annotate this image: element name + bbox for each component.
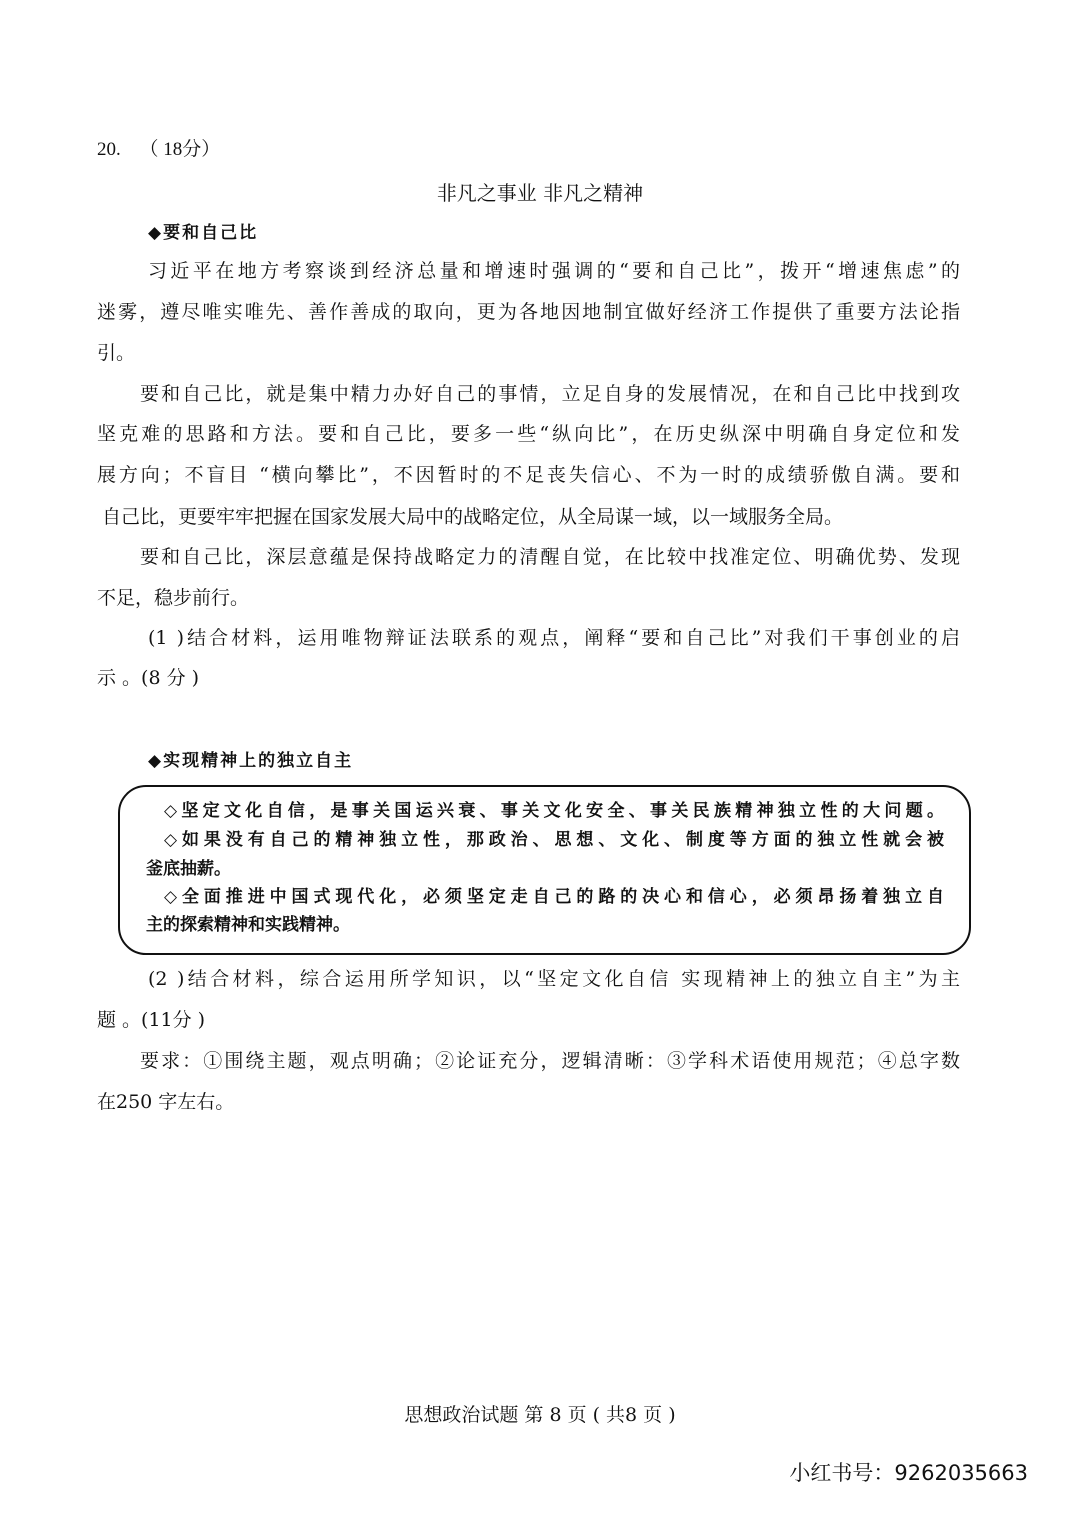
section-heading-independence: ◆实现精神上的独立自主 <box>148 751 354 771</box>
para1-line1: 习近平在地方考察谈到经济总量和增速时强调的“要和自己比”，拨开“增速焦虑”的 <box>148 260 960 282</box>
question1-line2: 示 。(8 分 ) <box>97 667 200 689</box>
para1-line2: 迷雾，遵尽唯实唯先、善作善成的取向，更为各地因地制宜做好经济工作提供了重要方法论指 <box>97 301 960 323</box>
question2-line2: 题 。(11分 ) <box>97 1009 206 1031</box>
para1-line3: 引。 <box>97 342 136 364</box>
box-line4: ◇全面推进中国式现代化，必须坚定走自己的路的决心和信心，必须昂扬着独立自 <box>164 887 944 907</box>
section-heading-compare-self: ◆要和自己比 <box>148 223 259 243</box>
box-line1: ◇坚定文化自信，是事关国运兴衰、事关文化安全、事关民族精神独立性的大问题。 <box>164 801 944 821</box>
watermark: 小红书号：9262035663 <box>789 1461 1028 1485</box>
page-footer: 思想政治试题 第 8 页 ( 共8 页 ) <box>404 1404 676 1426</box>
box-line5: 主的探索精神和实践精神。 <box>146 915 350 935</box>
para2-line2: 坚克难的思路和方法。要和自己比，要多一些“纵向比”，在历史纵深中明确自身定位和发 <box>97 423 960 445</box>
page-title: 非凡之事业 非凡之精神 <box>436 181 644 205</box>
question-number-label: 20. <box>97 139 121 160</box>
para3-line2: 不足，稳步前行。 <box>97 587 250 609</box>
question1-line1: (1 )结合材料，运用唯物辩证法联系的观点，阐释“要和自己比”对我们干事创业的启 <box>148 627 960 649</box>
question-number <box>97 137 220 163</box>
para2-line4: 自己比，更要牢牢把握在国家发展大局中的战略定位，从全局谋一域，以一域服务全局。 <box>102 506 844 528</box>
box-line2: ◇如果没有自己的精神独立性，那政治、思想、文化、制度等方面的独立性就会被 <box>164 830 944 850</box>
box-line3: 釜底抽薪。 <box>146 859 231 879</box>
para2-line3: 展方向；不盲目 “横向攀比”，不因暂时的不足丧失信心、不为一时的成绩骄傲自满。要和 <box>97 464 960 486</box>
question2-line1: (2 )结合材料，综合运用所学知识，以“坚定文化自信 实现精神上的独立自主”为主 <box>148 968 960 990</box>
requirements-line2: 在250 字左右。 <box>97 1091 235 1113</box>
requirements-line1: 要求：①围绕主题，观点明确；②论证充分，逻辑清晰：③学科术语使用规范；④总字数 <box>140 1050 960 1072</box>
para2-line1: 要和自己比，就是集中精力办好自己的事情，立足自身的发展情况，在和自己比中找到攻 <box>140 383 960 405</box>
para3-line1: 要和自己比，深层意蕴是保持战略定力的清醒自觉，在比较中找准定位、明确优势、发现 <box>140 546 960 568</box>
question-score: （ 18分） <box>139 139 221 160</box>
